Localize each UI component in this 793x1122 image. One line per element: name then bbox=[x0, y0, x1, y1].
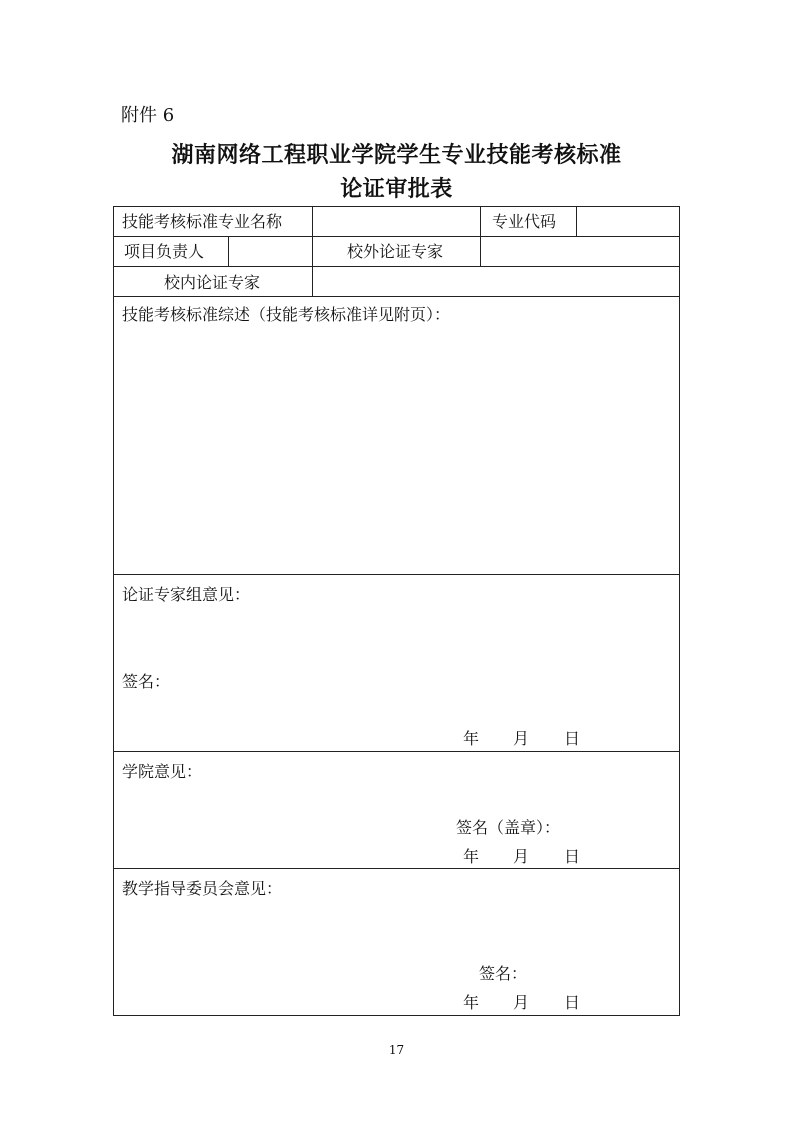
row-divider bbox=[114, 574, 679, 575]
approval-form-table bbox=[113, 206, 680, 1016]
expert-date-month: 月 bbox=[513, 729, 530, 748]
committee-date-day: 日 bbox=[564, 993, 581, 1012]
expert-opinion-area[interactable] bbox=[118, 607, 675, 667]
expert-date-day: 日 bbox=[564, 729, 581, 748]
college-date-month: 月 bbox=[513, 847, 530, 866]
column-divider bbox=[312, 207, 313, 236]
committee-signature-label: 签名： bbox=[479, 964, 528, 983]
major-code-label: 专业代码 bbox=[492, 212, 557, 231]
expert-signature-label: 签名： bbox=[122, 672, 171, 691]
external-expert-label: 校外论证专家 bbox=[347, 242, 444, 261]
form-title-line2: 论证审批表 bbox=[340, 176, 453, 202]
major-name-label: 技能考核标准专业名称 bbox=[122, 212, 283, 231]
row-divider bbox=[114, 751, 679, 752]
college-opinion-area[interactable] bbox=[118, 785, 675, 815]
college-signature-label: 签名（盖章）： bbox=[456, 818, 561, 837]
column-divider bbox=[576, 207, 577, 236]
committee-opinion-label: 教学指导委员会意见： bbox=[122, 879, 283, 898]
page-number: 17 bbox=[388, 1043, 405, 1057]
committee-opinion-area[interactable] bbox=[118, 902, 675, 952]
committee-date-month: 月 bbox=[513, 993, 530, 1012]
form-title-line1: 湖南网络工程职业学院学生专业技能考核标准 bbox=[171, 142, 622, 168]
row-divider bbox=[114, 236, 679, 237]
internal-expert-label: 校内论证专家 bbox=[164, 273, 261, 292]
row-divider bbox=[114, 266, 679, 267]
column-divider bbox=[480, 207, 481, 236]
row-divider bbox=[114, 868, 679, 869]
expert-date-year: 年 bbox=[463, 729, 480, 748]
column-divider bbox=[480, 236, 481, 266]
column-divider bbox=[228, 236, 229, 266]
expert-opinion-label: 论证专家组意见： bbox=[122, 585, 251, 604]
college-date-year: 年 bbox=[463, 847, 480, 866]
committee-date-year: 年 bbox=[463, 993, 480, 1012]
college-opinion-label: 学院意见： bbox=[122, 762, 203, 781]
column-divider bbox=[312, 266, 313, 296]
project-lead-label: 项目负责人 bbox=[124, 242, 205, 261]
attachment-label: 附件 6 bbox=[121, 105, 175, 126]
summary-label: 技能考核标准综述（技能考核标准详见附页）： bbox=[122, 305, 451, 324]
summary-area[interactable] bbox=[118, 329, 675, 569]
column-divider bbox=[312, 236, 313, 266]
row-divider bbox=[114, 296, 679, 297]
college-date-day: 日 bbox=[564, 847, 581, 866]
